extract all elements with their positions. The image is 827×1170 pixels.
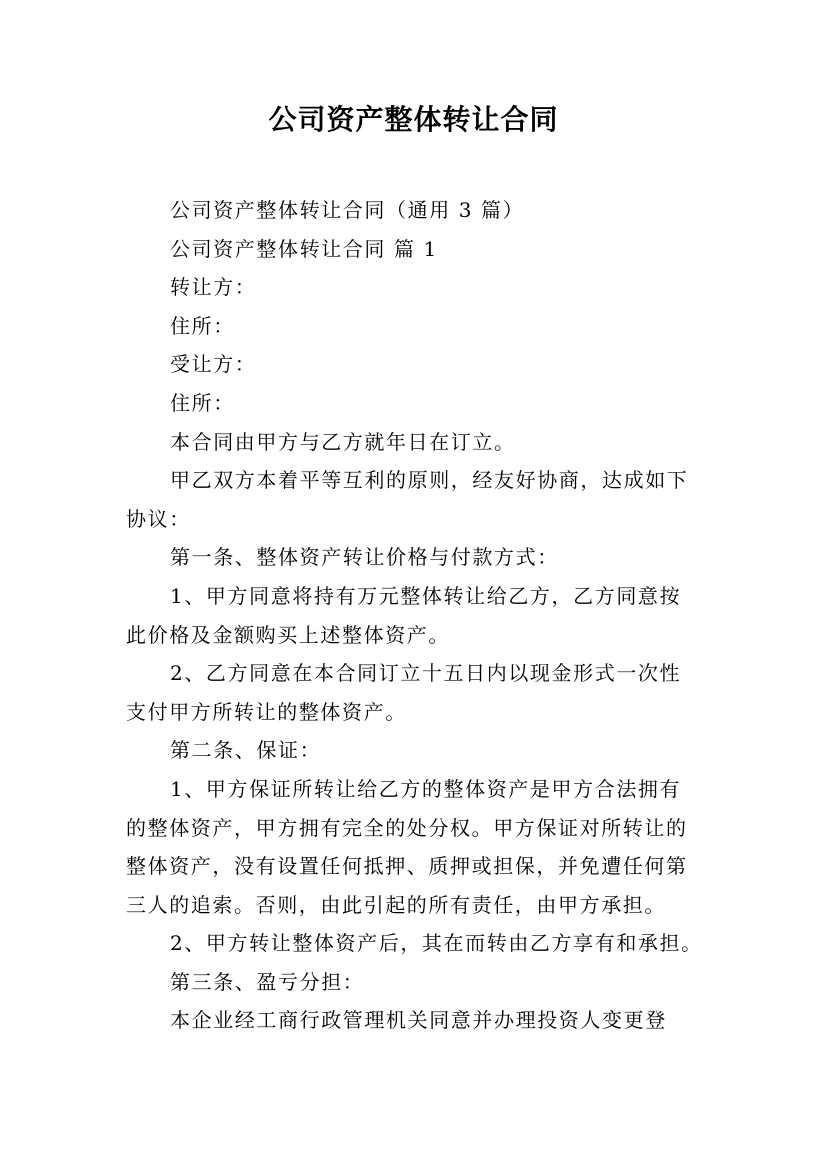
- body-line: 1、甲方同意将持有万元整体转让给乙方，乙方同意按: [170, 583, 682, 608]
- body-line: 本合同由甲方与乙方就年日在订立。: [170, 429, 516, 454]
- document-title: 公司资产整体转让合同: [268, 103, 559, 136]
- body-line: 第二条、保证：: [170, 738, 322, 763]
- body-line: 公司资产整体转让合同（通用 3 篇）: [170, 198, 525, 222]
- body-line: 住所：: [170, 390, 235, 415]
- body-line: 三人的追索。否则，由此引起的所有责任，由甲方承担。: [126, 892, 666, 917]
- document-body: [126, 191, 711, 1040]
- body-line: 第一条、整体资产转让价格与付款方式：: [170, 545, 559, 570]
- body-line: 的整体资产，甲方拥有完全的处分权。甲方保证对所转让的: [126, 815, 688, 840]
- body-line: 2、乙方同意在本合同订立十五日内以现金形式一次性: [170, 661, 682, 686]
- body-line: 第三条、盈亏分担：: [170, 969, 365, 994]
- body-line: 公司资产整体转让合同 篇 1: [170, 236, 438, 261]
- body-line: 整体资产，没有设置任何抵押、质押或担保，并免遭任何第: [126, 854, 688, 879]
- body-line: 甲乙双方本着平等互利的原则，经友好协商，达成如下: [170, 468, 689, 493]
- body-line: 此价格及金额购买上述整体资产。: [126, 622, 450, 647]
- body-line: 1、甲方保证所转让给乙方的整体资产是甲方合法拥有: [170, 776, 682, 801]
- body-line: 支付甲方所转让的整体资产。: [126, 699, 407, 724]
- body-line: 转让方：: [170, 275, 257, 300]
- body-line: 受让方：: [170, 352, 257, 377]
- body-line: 协议：: [126, 506, 191, 531]
- body-line: 本企业经工商行政管理机关同意并办理投资人变更登: [170, 1008, 667, 1033]
- body-line: 2、甲方转让整体资产后，其在而转由乙方享有和承担。: [170, 931, 703, 956]
- body-line: 住所：: [170, 313, 235, 338]
